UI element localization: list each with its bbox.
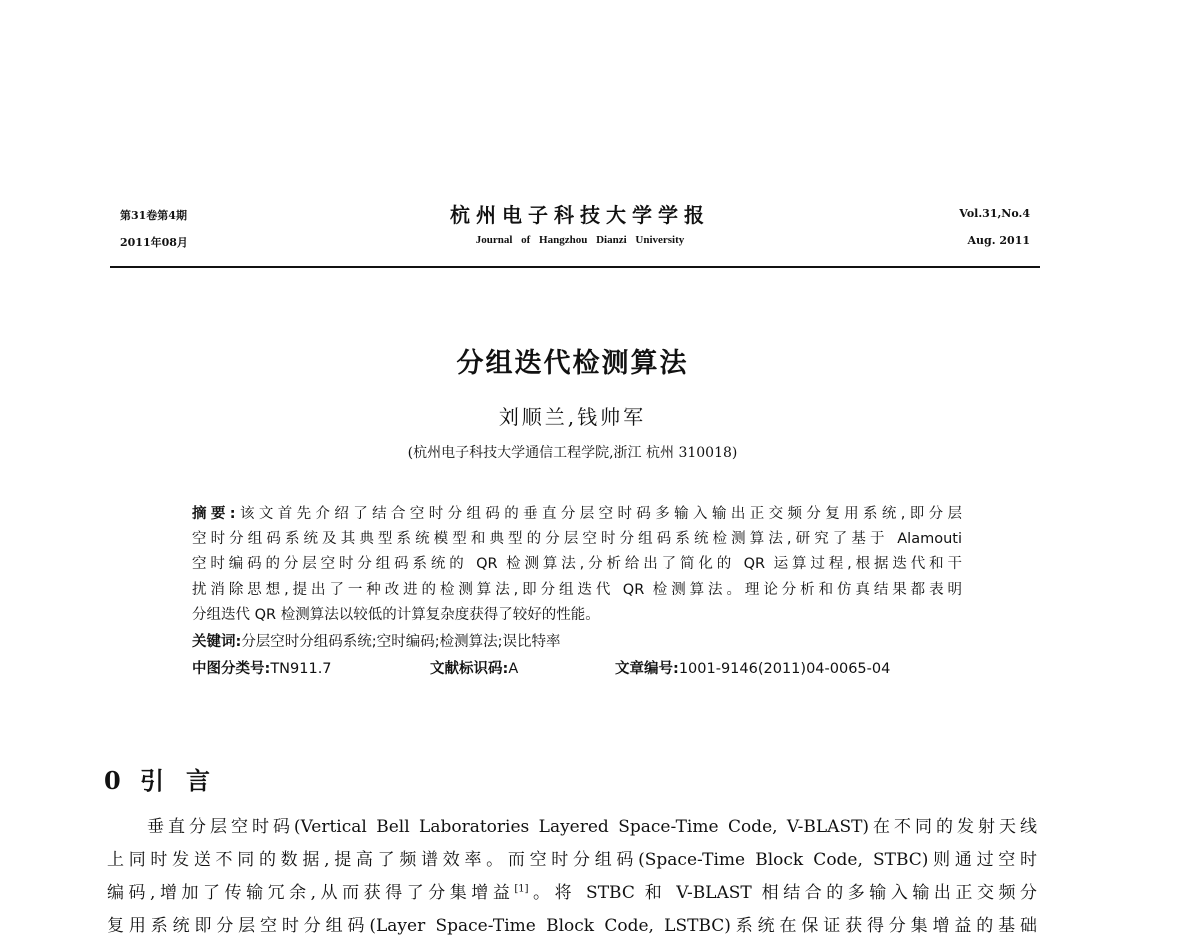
section-heading bbox=[104, 761, 232, 796]
journal-volume-cn: 第31卷第4期 bbox=[120, 209, 187, 222]
keywords bbox=[192, 630, 560, 651]
journal-volume-en: Vol.31,No.4 bbox=[959, 207, 1030, 220]
paper-authors: 刘顺兰,钱帅军 bbox=[498, 405, 647, 429]
keywords-label: 关键词: bbox=[192, 634, 242, 650]
journal-title-en: Journal of Hangzhou Dianzi University bbox=[475, 234, 685, 246]
journal-title-cn: 杭州电子科技大学学报 bbox=[450, 203, 710, 227]
section-title: 引言 bbox=[140, 767, 232, 795]
clc-code: 中图分类号:TN911.7 bbox=[192, 661, 332, 677]
body-line: 编码,增加了传输冗余,从而获得了分集增益[1]。将 STBC 和 V-BLAST 相结合的多输入输出正交频分 bbox=[107, 883, 1037, 903]
abstract-line: 摘要:该文首先介绍了结合空时分组码的垂直分层空时码多输入输出正交频分复用系统,即分层 bbox=[192, 506, 962, 522]
paper-title: 分组迭代检测算法 bbox=[456, 348, 689, 379]
abstract-line: 空时分组码系统及其典型系统模型和典型的分层空时分组码系统检测算法,研究了基于 Alamouti bbox=[192, 531, 962, 547]
body-line: 垂直分层空时码(Vertical Bell Laboratories Layered Space-Time Code, V-BLAST)在不同的发射天线 bbox=[147, 817, 1037, 837]
abstract-label: 摘要: bbox=[192, 506, 236, 522]
keywords-text: 分层空时分组码系统;空时编码;检测算法;误比特率 bbox=[241, 634, 561, 650]
body-line: 上同时发送不同的数据,提高了频谱效率。而空时分组码(Space-Time Block Code, STBC)则通过空时 bbox=[107, 850, 1037, 870]
paper-affiliation: (杭州电子科技大学通信工程学院,浙江 杭州 310018) bbox=[407, 445, 738, 461]
header-rule bbox=[110, 266, 1040, 268]
citation-ref: [1] bbox=[514, 883, 529, 895]
abstract-line: 扰消除思想,提出了一种改进的检测算法,即分组迭代 QR 检测算法。理论分析和仿真结果都表明 bbox=[192, 582, 962, 598]
body-line: 复用系统即分层空时分组码(Layer Space-Time Block Code, LSTBC)系统在保证获得分集增益的基础 bbox=[107, 916, 1037, 936]
journal-date-en: Aug. 2011 bbox=[967, 234, 1030, 247]
doc-code: 文献标识码:A bbox=[430, 661, 519, 677]
abstract-line: 空时编码的分层空时分组码系统的 QR 检测算法,分析给出了简化的 QR 运算过程,根据迭代和干 bbox=[192, 556, 962, 572]
section-number: 0 bbox=[104, 766, 121, 795]
journal-date-cn: 2011年08月 bbox=[120, 236, 188, 249]
article-number: 文章编号:1001-9146(2011)04-0065-04 bbox=[615, 661, 891, 677]
abstract-line: 分组迭代 QR 检测算法以较低的计算复杂度获得了较好的性能。 bbox=[192, 607, 600, 623]
